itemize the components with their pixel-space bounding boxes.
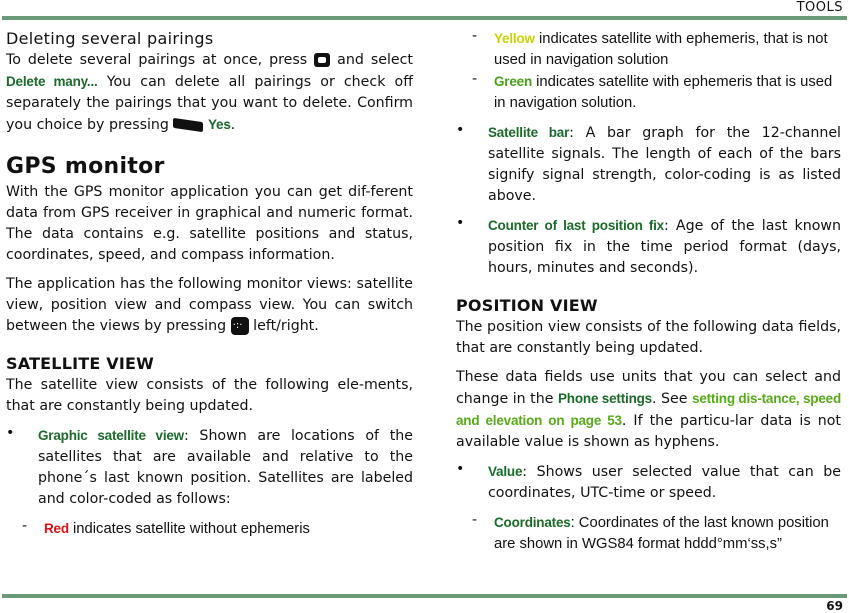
yes-label: Yes [207,117,231,132]
text: To delete several pairings at once, press [6,52,308,68]
options-key-icon [314,53,330,67]
text: These data fields use units that you can select and change in the [456,369,841,407]
counter-label: Counter of last position fix [488,218,664,233]
softkey-icon [173,118,203,132]
text: indicates satellite with ephemeris that is used in navigation solution. [494,74,833,111]
list-item [6,518,413,540]
top-divider [2,16,847,20]
green-label: Green [494,74,533,89]
list-item [456,28,841,71]
right-column [456,28,841,555]
phone-settings-label: Phone settings [558,391,652,406]
text: : Shows user selected value that can be coordinates, UTC-time or speed. [488,464,841,501]
position-units-paragraph [456,367,841,453]
text: : Coordinates of the last known position are shown in WGS84 format hddd°mm‘ss,s” [494,515,829,552]
text: You can delete all pairings or check off separately the pairings that you want to delete. Confirm you choice by pressing [6,74,413,133]
section-header: TOOLS [796,0,843,15]
setting-link[interactable]: setting dis-tance, speed and elevation on page 53 [456,391,842,428]
coordinates-label: Coordinates [494,515,571,530]
dash-mark: - [472,512,478,528]
text: indicates satellite with ephemeris, that is not used in navigation solution [494,31,828,68]
text: and select [337,52,413,68]
delete-many-label: Delete many... [6,74,98,89]
list-item [456,71,841,114]
dash-mark: - [22,518,28,534]
text: : Shown are locations of the satellites that are available and relative to the phone´s last known position. Satellites are labeled and color-coded as follows: [38,428,413,507]
satellite-intro: The satellite view consists of the following ele-ments, that are constantly being updated. [6,377,413,414]
gps-views-paragraph [6,274,413,337]
text: : A bar graph for the 12-channel satellite signals. The length of each of the bars signify signal strength, color-coding is as listed above. [488,125,841,204]
position-view-title: POSITION VIEW [456,296,598,315]
text: . If the particu-lar data is not available value is shown as hyphens. [456,413,841,450]
page-number: 69 [826,599,843,613]
value-label: Value [488,464,523,479]
deleting-title: Deleting several pairings [6,29,214,48]
gps-monitor-title: GPS monitor [6,154,165,179]
text: The application has the following monitor views: satellite view, position view and compass view. You can switch between the views by pressing [6,276,413,334]
list-item [6,425,413,510]
red-label: Red [44,521,69,536]
left-column [6,28,413,540]
satellite-bar-label: Satellite bar [488,125,570,140]
list-item [456,215,841,279]
text: indicates satellite without ephemeris [68,521,310,537]
bullet-mark: • [6,425,15,441]
yellow-label: Yellow [494,31,535,46]
gps-intro: With the GPS monitor application you can get dif-ferent data from GPS receiver in graphical and numeric format. The data contains e.g. satellite positions and status, coordinates, speed, and compass information. [6,184,413,263]
navigation-key-icon [231,317,249,335]
list-item [456,512,841,555]
dash-mark: - [472,71,478,87]
dash-mark: - [472,28,478,44]
text: . See [651,391,688,407]
satellite-view-title: SATELLITE VIEW [6,354,154,373]
text: . [230,117,236,133]
text: left/right. [253,318,319,334]
bottom-divider [2,594,847,598]
text: : Age of the last known position fix in the time period format (days, hours, minutes and seconds). [488,218,841,276]
bullet-mark: • [456,122,465,138]
deleting-paragraph [6,50,413,136]
graphic-satellite-view-label: Graphic satellite view [38,428,184,443]
bullet-mark: • [456,461,465,477]
position-intro: The position view consists of the following data fields, that are constantly being updated. [456,319,841,356]
list-item [456,122,841,207]
bullet-mark: • [456,215,465,231]
list-item [456,461,841,504]
